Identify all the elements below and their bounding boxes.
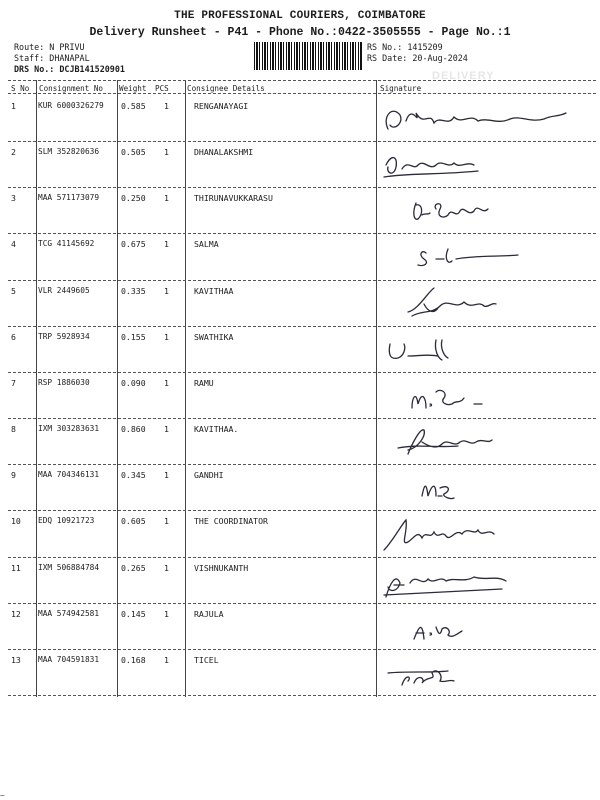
signature-image [378,97,593,139]
signature-stroke [414,203,488,219]
row-consignee: SWATHIKA [194,332,234,342]
signature-stroke [412,390,482,408]
signature-image [378,235,593,277]
col-header-consignment: Consignment No [39,84,104,93]
row-weight: 0.675 [121,239,146,249]
row-consignment-no: MAA 574942581 [38,609,100,618]
row-consignee: GANDHI [194,470,224,480]
col-header-weight: Weight [119,84,147,93]
row-pcs: 1 [164,239,169,249]
signature-image [378,189,593,231]
row-pcs: 1 [164,286,169,296]
row-divider [8,187,596,188]
row-pcs: 1 [164,147,169,157]
row-weight: 0.265 [121,563,146,573]
signature-stroke [408,288,496,316]
row-sno: 13 [11,655,21,665]
rs-date: RS Date: 20-Aug-2024 [367,53,468,63]
row-pcs: 1 [164,332,169,342]
signature-stroke [384,158,478,177]
signature-image [378,143,593,185]
row-pcs: 1 [164,378,169,388]
row-weight: 0.145 [121,609,146,619]
signature-image [378,374,593,416]
row-consignment-no: IXM 506884784 [38,563,100,572]
signature-stroke [398,430,492,454]
row-consignee: RENGANAYAGI [194,101,249,111]
signature-stroke [422,486,454,498]
row-consignment-no: TCG 41145692 [38,239,95,248]
row-weight: 0.505 [121,147,146,157]
row-divider [8,141,596,142]
delivery-stamp-watermark: DELIVERY [432,70,495,82]
row-consignment-no: MAA 704346131 [38,470,100,479]
row-pcs: 1 [164,563,169,573]
row-consignee: RAJULA [194,609,224,619]
col-header-sno: S No [11,84,30,93]
row-sno: 6 [11,332,16,342]
row-divider [8,93,596,94]
column-divider [376,80,377,697]
row-weight: 0.345 [121,470,146,480]
row-consignee: DHANALAKSHMI [194,147,254,157]
row-consignment-no: MAA 704591831 [38,655,100,664]
row-sno: 1 [11,101,16,111]
row-weight: 0.335 [121,286,146,296]
signature-stroke [389,340,448,360]
row-sno: 10 [11,516,21,526]
signature-stroke [384,520,494,550]
runsheet-subtitle: Delivery Runsheet - P41 - Phone No.:0422-3505555 - Page No.:1 [89,26,511,39]
column-divider [185,80,186,697]
row-divider [8,326,596,327]
row-consignee: KAVITHAA [194,286,234,296]
signature-stroke [414,627,462,639]
drs-number: DRS No.: DCJB141520901 [14,64,125,74]
row-pcs: 1 [164,424,169,434]
row-sno: 7 [11,378,16,388]
row-weight: 0.155 [121,332,146,342]
row-divider [8,557,596,558]
signature-image [378,466,593,508]
col-header-consignee: Consignee Details [187,84,265,93]
signature-image [378,559,593,601]
signature-image [378,605,593,647]
row-consignee: TICEL [194,655,219,665]
row-divider [8,510,596,511]
row-divider [8,603,596,604]
row-consignment-no: MAA 571173079 [38,193,100,202]
signature-stroke [386,111,566,129]
row-sno: 2 [11,147,16,157]
row-consignee: RAMU [194,378,214,388]
rs-number: RS No.: 1415209 [367,42,443,52]
row-weight: 0.168 [121,655,146,665]
row-consignment-no: KUR 6000326279 [38,101,104,110]
row-pcs: 1 [164,470,169,480]
row-divider [8,464,596,465]
row-sno: 12 [11,609,21,619]
row-pcs: 1 [164,516,169,526]
row-weight: 0.090 [121,378,146,388]
signature-image [378,328,593,370]
row-weight: 0.860 [121,424,146,434]
row-divider [8,372,596,373]
barcode-image [254,42,362,70]
row-consignment-no: IXM 303283631 [38,424,100,433]
signature-image [378,282,593,324]
column-divider [36,80,37,697]
company-title: THE PROFESSIONAL COURIERS, COIMBATORE [174,10,426,22]
row-consignee: KAVITHAA. [194,424,239,434]
row-pcs: 1 [164,609,169,619]
signature-stroke [388,671,454,685]
signature-image [378,651,593,693]
row-consignee: SALMA [194,239,219,249]
row-divider [8,695,596,696]
row-weight: 0.250 [121,193,146,203]
row-divider [8,418,596,419]
signature-image [378,512,593,554]
row-weight: 0.605 [121,516,146,526]
scan-mark: ~ [0,791,5,800]
row-consignee: THIRUNAVUKKARASU [194,193,273,203]
row-sno: 3 [11,193,16,203]
row-consignment-no: EDQ 10921723 [38,516,95,525]
column-divider [117,80,118,697]
row-consignee: THE COORDINATOR [194,516,268,526]
row-consignment-no: VLR 2449605 [38,286,90,295]
signature-stroke [384,577,506,597]
row-consignment-no: RSP 1886030 [38,378,90,387]
row-weight: 0.585 [121,101,146,111]
route-label: Route: N PRIVU [14,42,85,52]
staff-label: Staff: DHANAPAL [14,53,90,63]
signature-stroke [418,249,518,266]
row-divider [8,233,596,234]
row-divider [8,649,596,650]
col-header-signature: Signature [380,84,422,93]
signature-image [378,420,593,462]
row-pcs: 1 [164,101,169,111]
row-consignee: VISHNUKANTH [194,563,249,573]
row-pcs: 1 [164,655,169,665]
row-sno: 9 [11,470,16,480]
row-divider [8,280,596,281]
row-sno: 4 [11,239,16,249]
row-sno: 5 [11,286,16,296]
row-consignment-no: TRP 5928934 [38,332,90,341]
col-header-pcs: PCS [155,84,169,93]
row-pcs: 1 [164,193,169,203]
row-sno: 8 [11,424,16,434]
row-divider [8,80,596,81]
row-sno: 11 [11,563,21,573]
row-consignment-no: SLM 352820636 [38,147,100,156]
